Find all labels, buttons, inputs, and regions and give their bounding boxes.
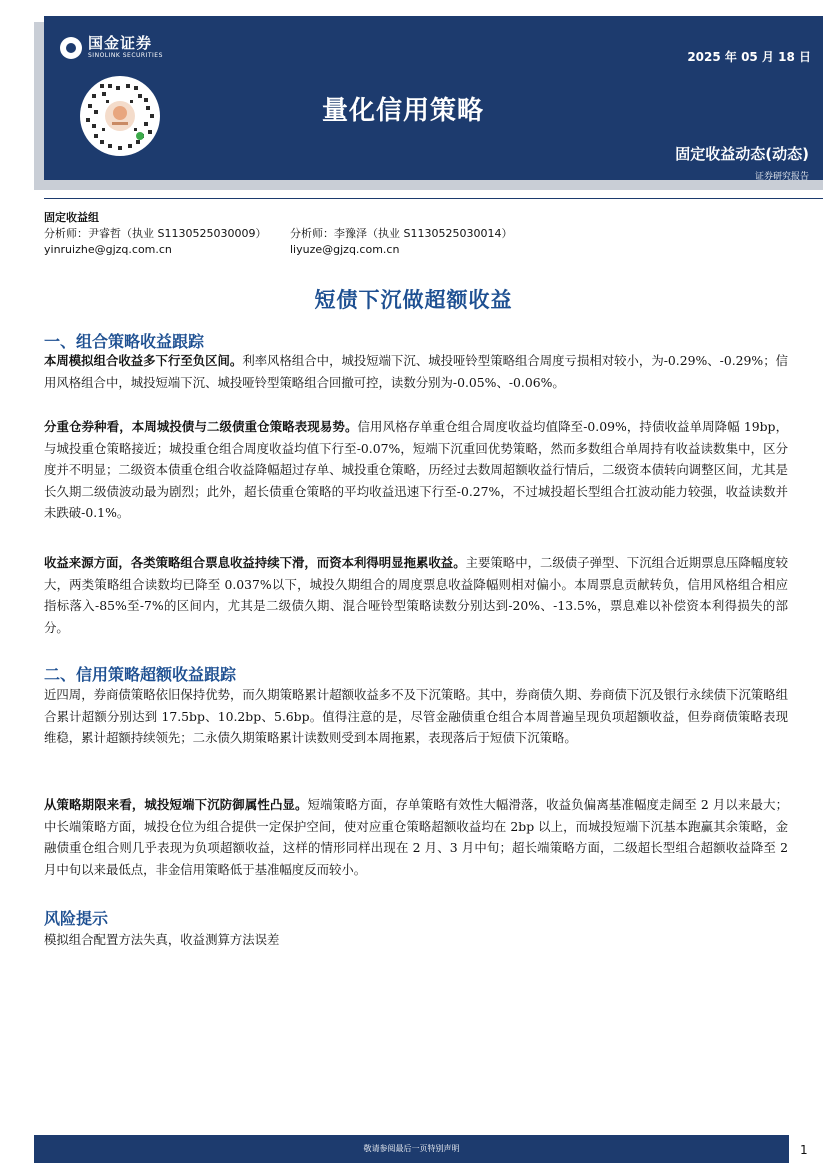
logo-name-cn: 国金证券 [88,34,153,52]
paragraph-5-lead: 从策略期限来看，城投短端下沉防御属性凸显。 [44,797,308,812]
page-number: 1 [800,1143,808,1157]
section-heading-2: 二、信用策略超额收益跟踪 [44,665,237,684]
paragraph-3 [44,552,788,638]
report-date: 2025 年 05 月 18 日 [687,50,811,64]
report-category: 证券研究报告 [754,172,809,182]
team-name: 固定收益组 [44,211,99,224]
paragraph-4 [44,684,788,749]
analyst-2-email[interactable]: liyuze@gjzq.com.cn [290,243,400,256]
document-title: 短债下沉做超额收益 [314,288,513,312]
section-heading-1: 一、组合策略收益跟踪 [44,332,205,351]
logo-icon [60,37,82,59]
paragraph-5-body: 短端策略方面，存单策略有效性大幅滑落，收益负偏离基准幅度走阔至 2 月以来最大；中长端策略方面，城投仓位为组合提供一定保护空间，使对应重仓策略超额收益均在 2bp 以上，而城投短端下沉基本跑赢其余策略，金融债重仓组合则几乎表现为负项超额收益，这样的情形同样出现在 2 月、3 月中旬；超长端策略方面，二级超长型组合超额收益降至 2 月中旬以来最低点，非金信用策略低于基准幅度反而较小。 [44,797,789,877]
paragraph-risk [44,929,788,951]
report-series-title: 量化信用策略 [322,96,485,126]
paragraph-1-body: 利率风格组合中，城投短端下沉、城投哑铃型策略组合周度亏损相对较小，为-0.29%、-0.29%；信用风格组合中，城投短端下沉、城投哑铃型策略组合回撤可控，读数分别为-0.05%、-0.06%。 [44,353,788,390]
logo-name-en: SINOLINK SECURITIES [88,52,163,59]
analyst-1: 分析师：尹睿哲（执业 S1130525030009） [44,227,267,240]
paragraph-3-body: 主要策略中，二级债子弹型、下沉组合近期票息压降幅度较大，两类策略组合读数均已降至 0.037%以下，城投久期组合的周度票息收益降幅则相对偏小。本周票息贡献转负，信用风格组合相应指标落入-85%至-7%的区间内，尤其是二级债久期、混合哑铃型策略读数分别达到-20%、-13.5%，票息难以补偿资本利得损失的部分。 [44,555,789,635]
paragraph-1 [44,350,788,393]
footer-disclaimer: 敬请参阅最后一页特别声明 [34,1135,789,1163]
company-logo [60,36,163,59]
header-banner [44,16,823,180]
paragraph-3-lead: 收益来源方面，各类策略组合票息收益持续下滑，而资本利得明显拖累收益。 [44,555,466,570]
paragraph-5 [44,794,788,880]
paragraph-2 [44,416,788,524]
section-heading-risk: 风险提示 [44,909,109,928]
analyst-2: 分析师：李豫泽（执业 S1130525030014） [290,227,513,240]
paragraph-2-body: 信用风格存单重仓组合周度收益均值降至-0.09%，持债收益单周降幅 19bp，与城投重仓策略接近；城投重仓组合周度收益均值下行至-0.07%，短端下沉重回优势策略，然而多数组合单周持有收益读数集中，区分度并不明显；二级资本债重仓组合收益降幅超过存单、城投重仓策略，历经过去数周超额收益行情后，二级资本债转向调整区间，尤其是长久期二级债波动最为剧烈；此外，超长债重仓策略的平均收益迅速下行至-0.27%，不过城投超长型组合扛波动能力较强，收益读数并未跌破-0.1%。 [44,419,788,520]
paragraph-4-body: 近四周，券商债策略依旧保持优势，而久期策略累计超额收益多不及下沉策略。其中，券商债久期、券商债下沉及银行永续债下沉策略组合累计超额分别达到 17.5bp、10.2bp、5.6bp。值得注意的是，尽管金融债重仓组合本周普遍呈现负项超额收益，但券商债策略表现维稳，累计超额持续领先；二永债久期策略累计读数则受到本周拖累，表现落后于短债下沉策略。 [44,687,788,745]
risk-text: 模拟组合配置方法失真，收益测算方法误差 [44,932,280,947]
paragraph-1-lead: 本周模拟组合收益多下行至负区间。 [44,353,243,368]
analyst-1-email[interactable]: yinruizhe@gjzq.com.cn [44,243,172,256]
analyst-block [44,210,512,258]
qr-code-icon [80,76,160,156]
paragraph-2-lead: 分重仓券种看，本周城投债与二级债重仓策略表现易势。 [44,419,358,434]
report-type: 固定收益动态(动态) [675,145,809,163]
header-divider [44,198,823,199]
